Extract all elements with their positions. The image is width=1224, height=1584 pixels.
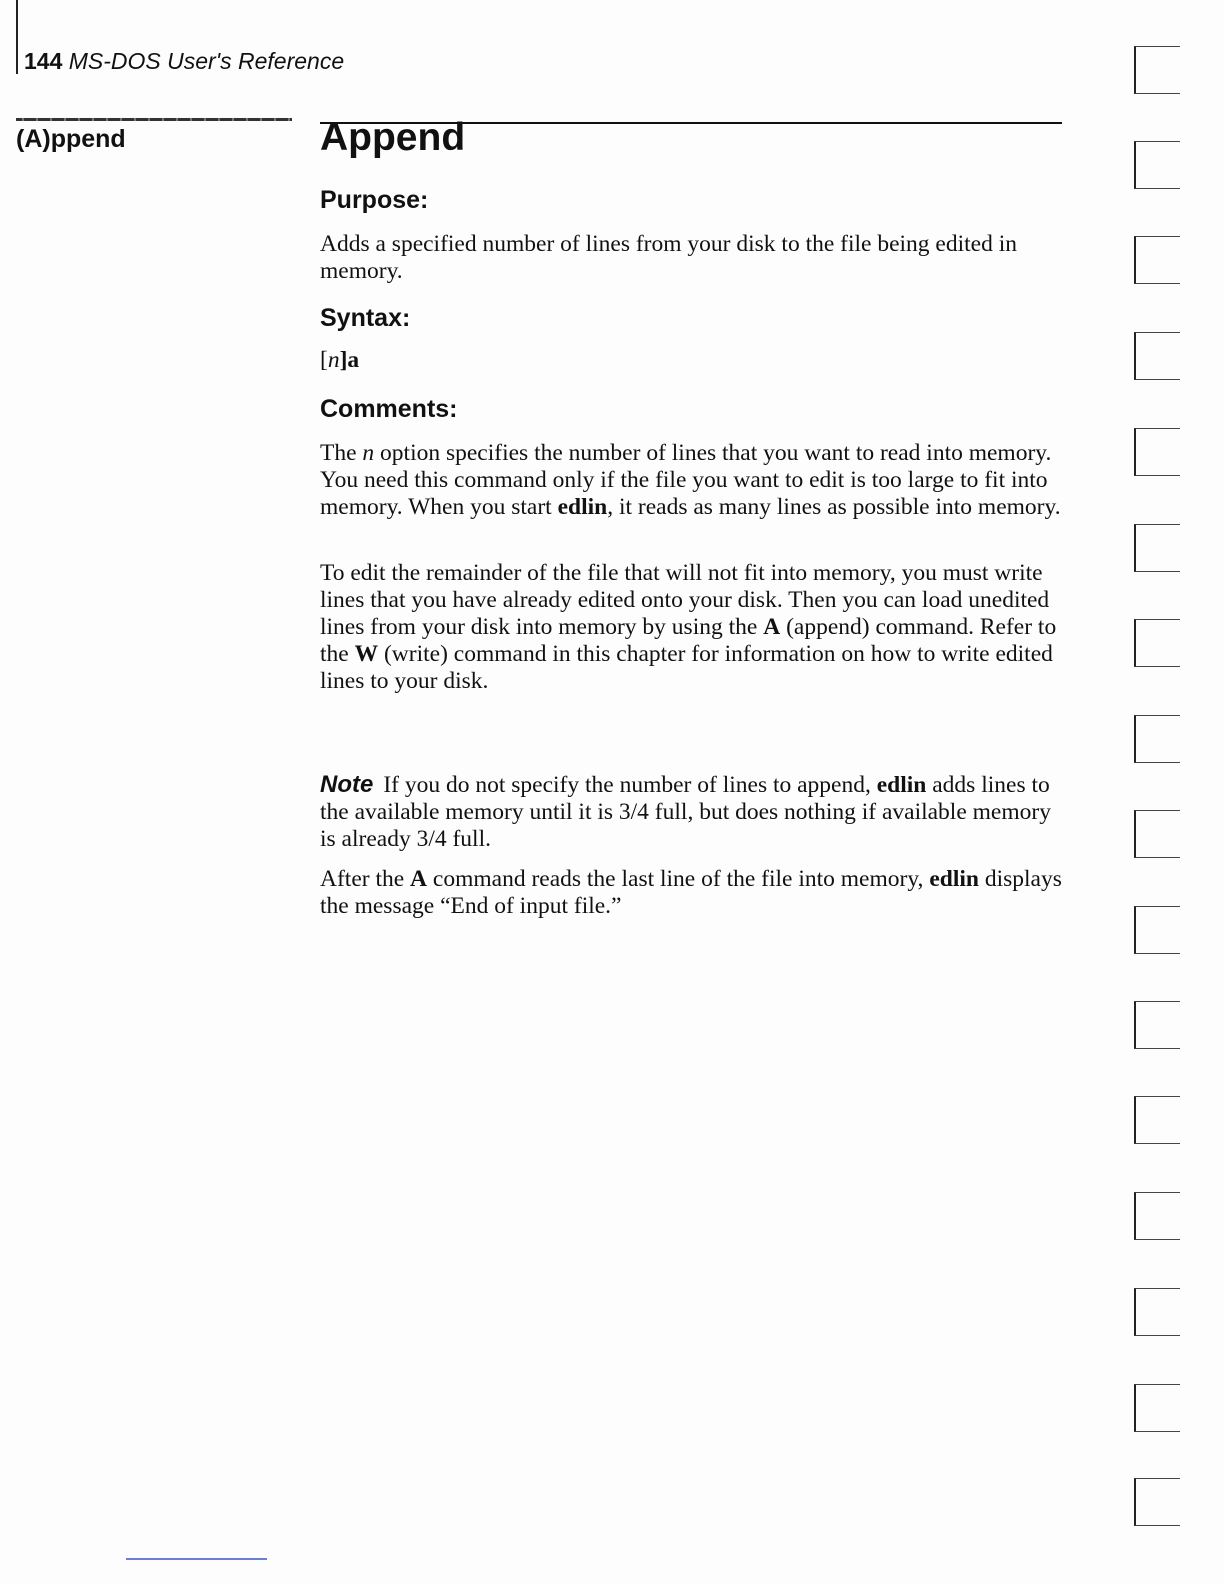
- running-head: [24, 48, 344, 75]
- text-run-bold: A: [763, 614, 781, 640]
- purpose-text: Adds a specified number of lines from your disk to the file being edited in memory.: [320, 231, 1018, 284]
- edge-index-tabs: [1134, 46, 1194, 1546]
- text-run: To edit the remainder of the file that will not fit into memory, you must write lines that you have already edited onto your disk. Then you can load unedited lines from your disk into memory by using the: [320, 560, 1050, 640]
- footer-line: [126, 1558, 267, 1560]
- text-run: The: [320, 440, 363, 466]
- book-title: MS-DOS User's Reference: [68, 48, 345, 74]
- text-run-bold: edlin: [929, 866, 979, 892]
- edge-tab: [1134, 1096, 1180, 1144]
- purpose-heading: Purpose:: [320, 186, 429, 214]
- comments-paragraph-2: [320, 560, 1065, 695]
- comments-heading: Comments:: [320, 395, 458, 423]
- text-run: After the: [320, 866, 411, 892]
- text-run: , it reads as many lines as possible into memory.: [607, 494, 1061, 520]
- syntax-bracket-open: [: [320, 347, 328, 373]
- edge-tab: [1134, 524, 1180, 572]
- text-run: displays the message “End of input file.”: [320, 866, 1062, 919]
- text-run: command reads the last line of the file into memory,: [427, 866, 930, 892]
- side-rule: [16, 118, 292, 121]
- text-run-bold: W: [354, 641, 379, 667]
- page-number: 144: [24, 48, 63, 74]
- edge-tab: [1134, 332, 1180, 380]
- edge-tab: [1134, 1192, 1180, 1240]
- after-paragraph: [320, 866, 1065, 920]
- edge-tab: [1134, 1384, 1180, 1432]
- page-title: Append: [320, 116, 466, 159]
- comments-paragraph-1: [320, 440, 1065, 521]
- note-label: Note: [320, 771, 374, 798]
- syntax-text: [320, 347, 1065, 374]
- text-run-bold: edlin: [876, 772, 927, 798]
- header-vertical-rule: [16, 0, 18, 74]
- text-run-bold: A: [410, 866, 428, 892]
- text-run-italic: n: [362, 440, 375, 466]
- text-run: adds lines to the available memory until it is 3/4 full, but does nothing if available memory is already 3/4 full.: [320, 772, 1051, 852]
- edge-tab: [1134, 1001, 1180, 1049]
- syntax-heading: Syntax:: [320, 304, 411, 332]
- edge-tab: [1134, 46, 1180, 94]
- text-run: (append) command. Refer to the: [320, 614, 1057, 667]
- syntax-command: ]a: [339, 347, 360, 373]
- edge-tab: [1134, 906, 1180, 954]
- edge-tab: [1134, 619, 1180, 667]
- text-run-bold: edlin: [557, 494, 608, 520]
- edge-tab: [1134, 141, 1180, 189]
- note-paragraph: [320, 771, 1065, 853]
- text-run: option specifies the number of lines that you want to read into memory. You need this command only if the file you want to edit is too large to fit into memory. When you start: [320, 440, 1052, 520]
- edge-tab: [1134, 1478, 1180, 1526]
- text-run: If you do not specify the number of lines to append,: [383, 772, 877, 798]
- text-run: (write) command in this chapter for information on how to write edited lines to your disk.: [320, 641, 1053, 694]
- edge-tab: [1134, 810, 1180, 858]
- edge-tab: [1134, 1288, 1180, 1336]
- edge-tab: [1134, 236, 1180, 284]
- side-label: (A)ppend: [16, 125, 126, 153]
- edge-tab: [1134, 715, 1180, 763]
- syntax-param: n: [327, 347, 340, 373]
- edge-tab: [1134, 428, 1180, 476]
